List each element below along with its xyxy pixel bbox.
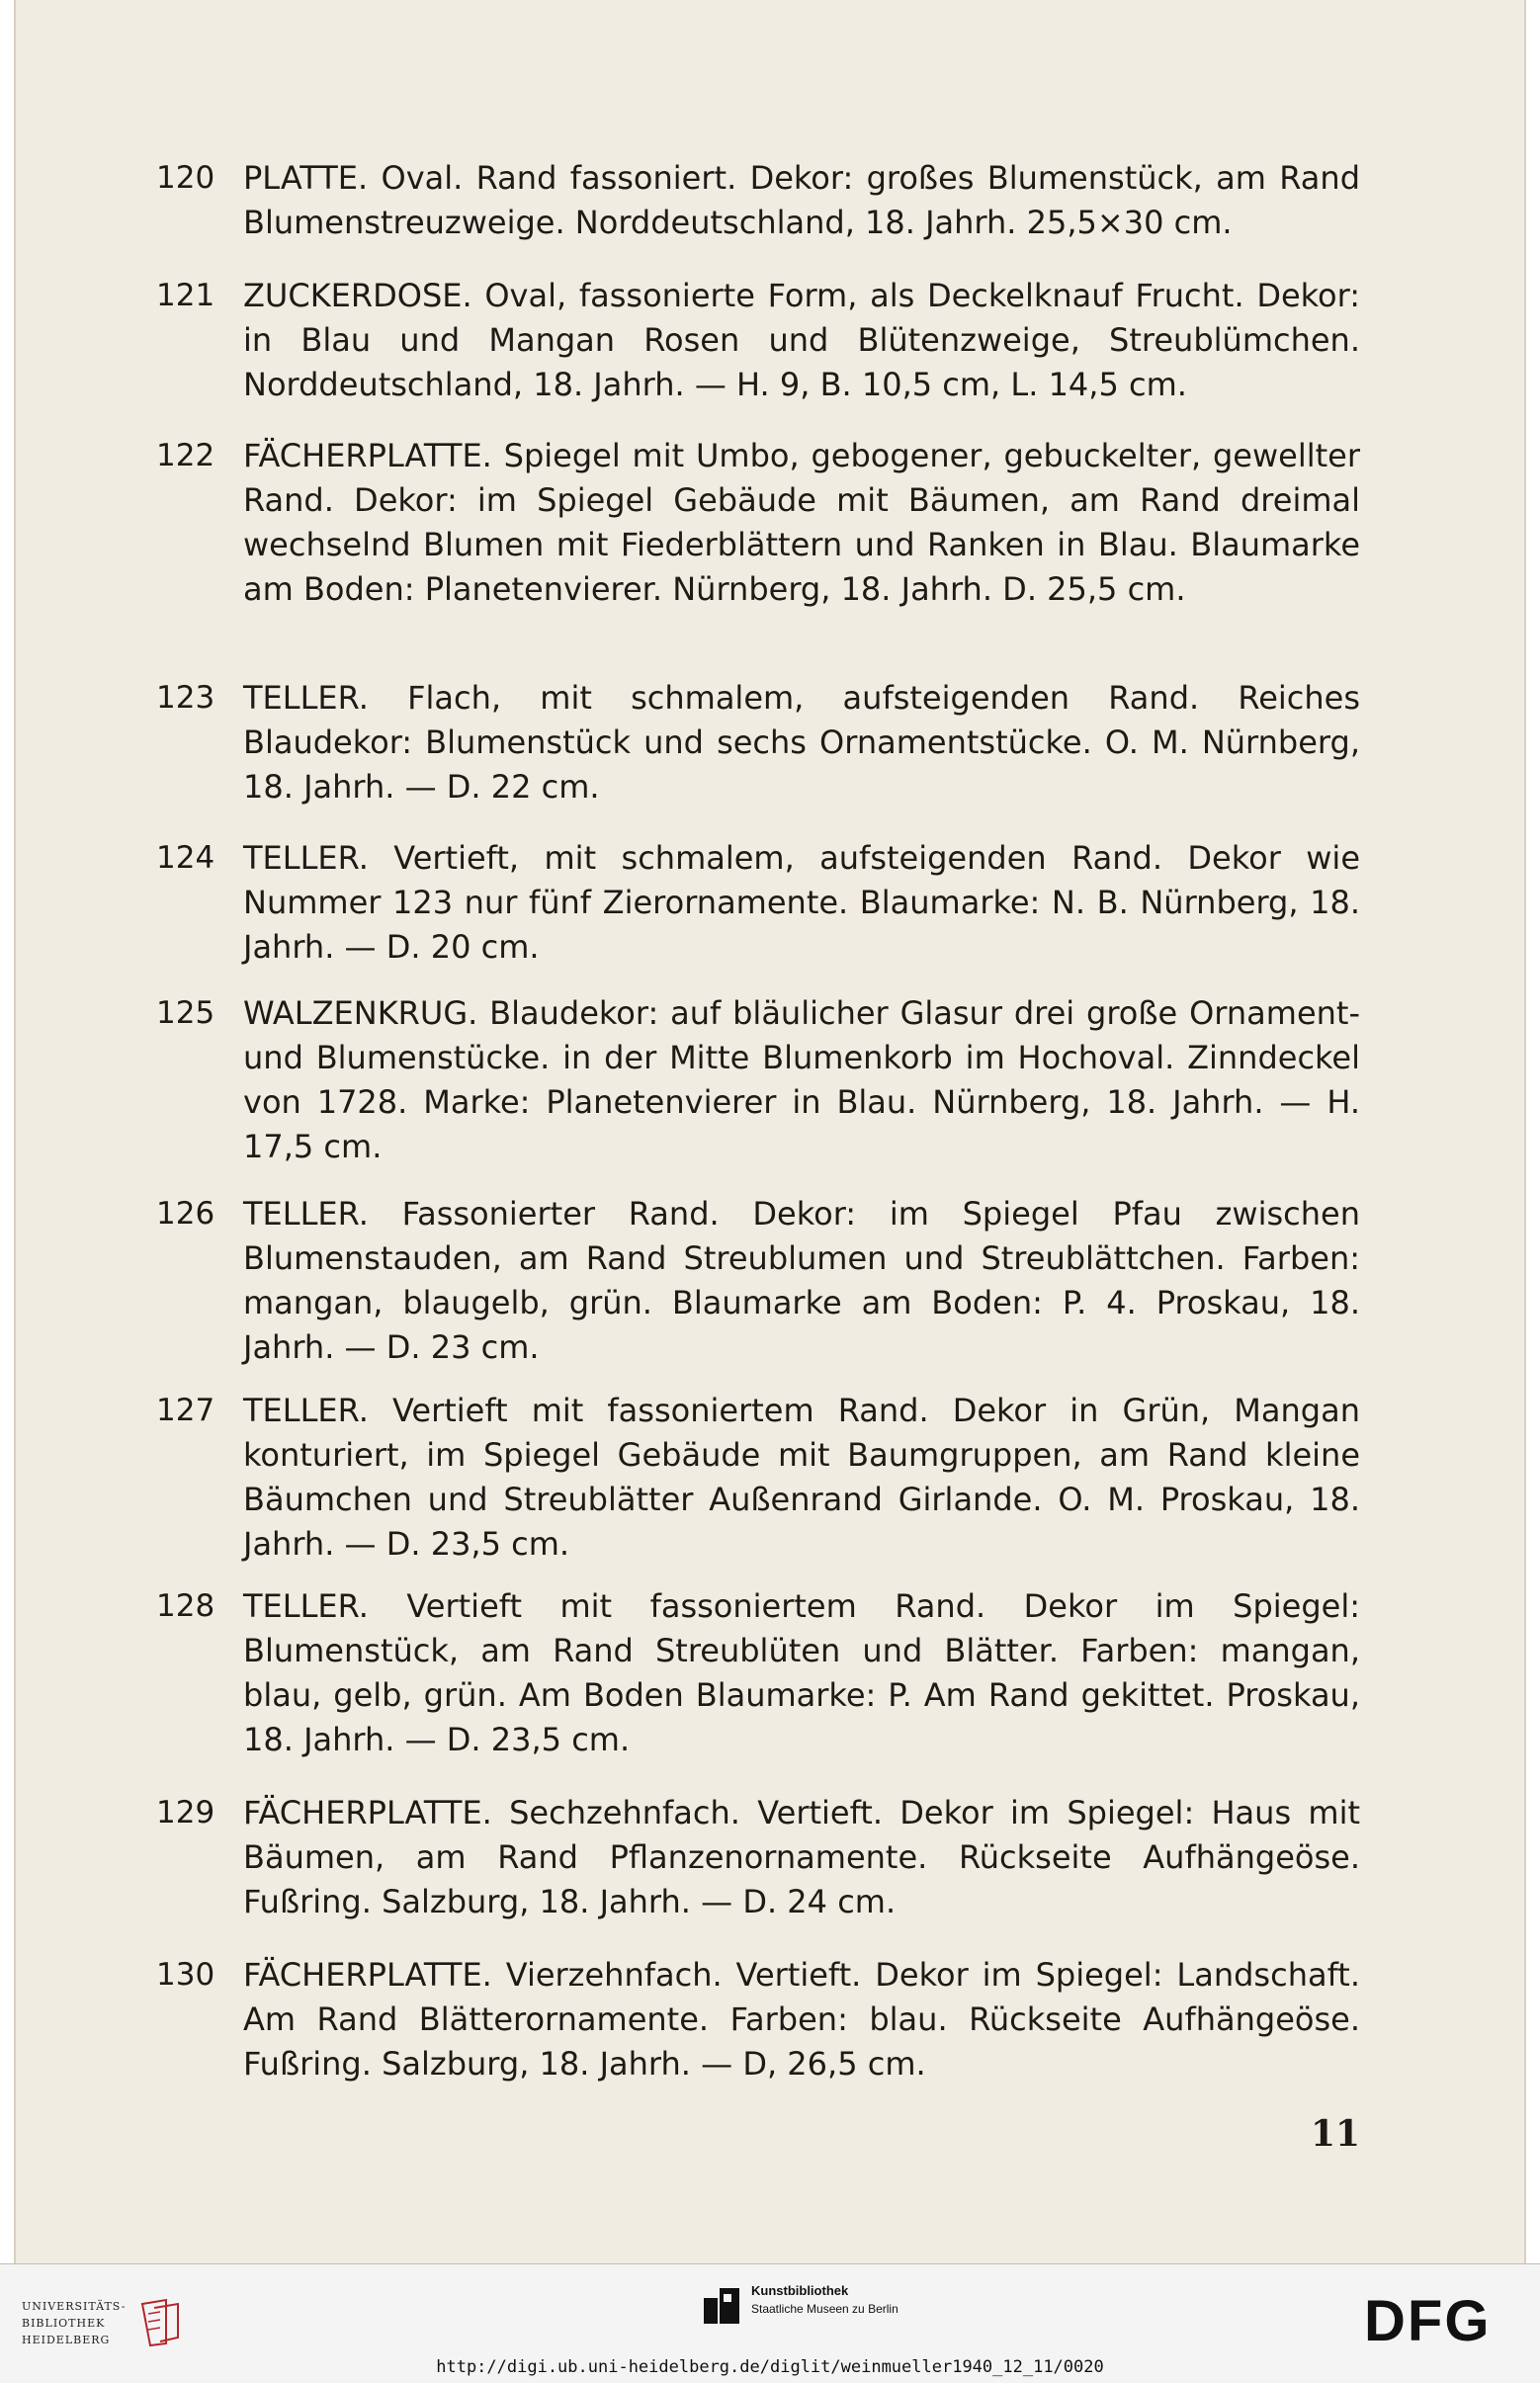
ub-emblem-icon <box>138 2298 186 2347</box>
catalog-entry <box>156 1791 1360 1924</box>
catalog-entry <box>156 1953 1360 2086</box>
entry-text: PLATTE. Oval. Rand fassoniert. Dekor: großes Blumenstück, am Rand Blumenstreuzweige. Norddeutschland, 18. Jahrh. 25,5×30 cm. <box>243 159 1360 241</box>
catalog-entry <box>156 434 1360 612</box>
catalog-entry <box>156 991 1360 1169</box>
catalog-entry <box>156 1192 1360 1370</box>
entry-text: WALZENKRUG. Blaudekor: auf bläulicher Glasur drei große Ornament- und Blumenstücke. in der Mitte Blumenkorb im Hochoval. Zinndeckel von 1728. Marke: Planetenvierer in Blau. Nürnberg, 18. Jahrh. — H. 17,5 cm. <box>243 994 1360 1165</box>
entry-text: TELLER. Vertieft, mit schmalem, aufsteigenden Rand. Dekor wie Nummer 123 nur fünf Zierornamente. Blaumarke: N. B. Nürnberg, 18. Jahrh. — D. 20 cm. <box>243 839 1360 966</box>
catalog-entry <box>156 156 1360 245</box>
entry-number: 120 <box>156 160 215 196</box>
permalink-url[interactable]: http://digi.ub.uni-heidelberg.de/diglit/weinmueller1940_12_11/0020 <box>436 2357 1104 2377</box>
university-name-line: UNIVERSITÄTS- <box>22 2300 127 2313</box>
kunstbibliothek-logo[interactable] <box>704 2282 961 2336</box>
entry-text: FÄCHERPLATTE. Sechzehnfach. Vertieft. Dekor im Spiegel: Haus mit Bäumen, am Rand Pflanzenornamente. Rückseite Aufhängeöse. Fußring. Salzburg, 18. Jahrh. — D. 24 cm. <box>243 1794 1360 1920</box>
catalog-entry <box>156 1584 1360 1762</box>
kunstbibliothek-emblem-icon <box>704 2286 743 2326</box>
entry-number: 121 <box>156 278 215 313</box>
catalog-entry <box>156 676 1360 809</box>
entry-number: 128 <box>156 1588 215 1624</box>
page-number: 11 <box>1311 2113 1361 2155</box>
kunstbibliothek-name: Kunstbibliothek <box>751 2283 849 2298</box>
entry-text: TELLER. Vertieft mit fassoniertem Rand. Dekor in Grün, Mangan konturiert, im Spiegel Gebäude mit Baumgruppen, am Rand kleine Bäumchen und Streublätter Außenrand Girlande. O. M. Proskau, 18. Jahrh. — D. 23,5 cm. <box>243 1392 1360 1563</box>
entry-number: 130 <box>156 1957 215 1993</box>
catalog-entries <box>16 0 1524 2263</box>
university-name-line: HEIDELBERG <box>22 2334 111 2346</box>
university-name-line: BIBLIOTHEK <box>22 2317 106 2330</box>
entry-text: TELLER. Fassonierter Rand. Dekor: im Spiegel Pfau zwischen Blumenstauden, am Rand Streublumen und Streublättchen. Farben: mangan, blaugelb, grün. Blaumarke am Boden: P. 4. Proskau, 18. Jahrh. — D. 23 cm. <box>243 1195 1360 1366</box>
entry-number: 122 <box>156 438 215 473</box>
catalog-entry <box>156 1389 1360 1567</box>
kunstbibliothek-subtitle: Staatliche Museen zu Berlin <box>751 2302 898 2316</box>
university-library-logo[interactable] <box>22 2298 190 2357</box>
entry-text: FÄCHERPLATTE. Spiegel mit Umbo, gebogener, gebuckelter, gewellter Rand. Dekor: im Spiegel Gebäude mit Bäumen, am Rand dreimal wechselnd Blumen mit Fiederblättern und Ranken in Blau. Blaumarke am Boden: Planetenvierer. Nürnberg, 18. Jahrh. D. 25,5 cm. <box>243 437 1360 608</box>
entry-number: 129 <box>156 1795 215 1830</box>
entry-text: TELLER. Vertieft mit fassoniertem Rand. Dekor im Spiegel: Blumenstück, am Rand Streublüten und Blätter. Farben: mangan, blau, gelb, grün. Am Boden Blaumarke: P. Am Rand gekittet. Proskau, 18. Jahrh. — D. 23,5 cm. <box>243 1587 1360 1758</box>
entry-text: FÄCHERPLATTE. Vierzehnfach. Vertieft. Dekor im Spiegel: Landschaft. Am Rand Blätterornamente. Farben: blau. Rückseite Aufhängeöse. Fußring. Salzburg, 18. Jahrh. — D, 26,5 cm. <box>243 1956 1360 2083</box>
entry-text: TELLER. Flach, mit schmalem, aufsteigenden Rand. Reiches Blaudekor: Blumenstück und sechs Ornamentstücke. O. M. Nürnberg, 18. Jahrh. — D. 22 cm. <box>243 679 1360 806</box>
scanned-page <box>14 0 1526 2263</box>
catalog-entry <box>156 274 1360 407</box>
entry-number: 123 <box>156 680 215 716</box>
university-library-name <box>22 2298 140 2348</box>
digitization-footer <box>0 2263 1540 2383</box>
entry-number: 126 <box>156 1196 215 1232</box>
entry-number: 124 <box>156 840 215 876</box>
dfg-logo[interactable]: DFG <box>1364 2289 1492 2353</box>
catalog-entry <box>156 836 1360 970</box>
entry-number: 127 <box>156 1393 215 1428</box>
entry-text: ZUCKERDOSE. Oval, fassonierte Form, als Deckelknauf Frucht. Dekor: in Blau und Mangan Rosen und Blütenzweige, Streublümchen. Norddeutschland, 18. Jahrh. — H. 9, B. 10,5 cm, L. 14,5 cm. <box>243 277 1360 403</box>
entry-number: 125 <box>156 995 215 1031</box>
